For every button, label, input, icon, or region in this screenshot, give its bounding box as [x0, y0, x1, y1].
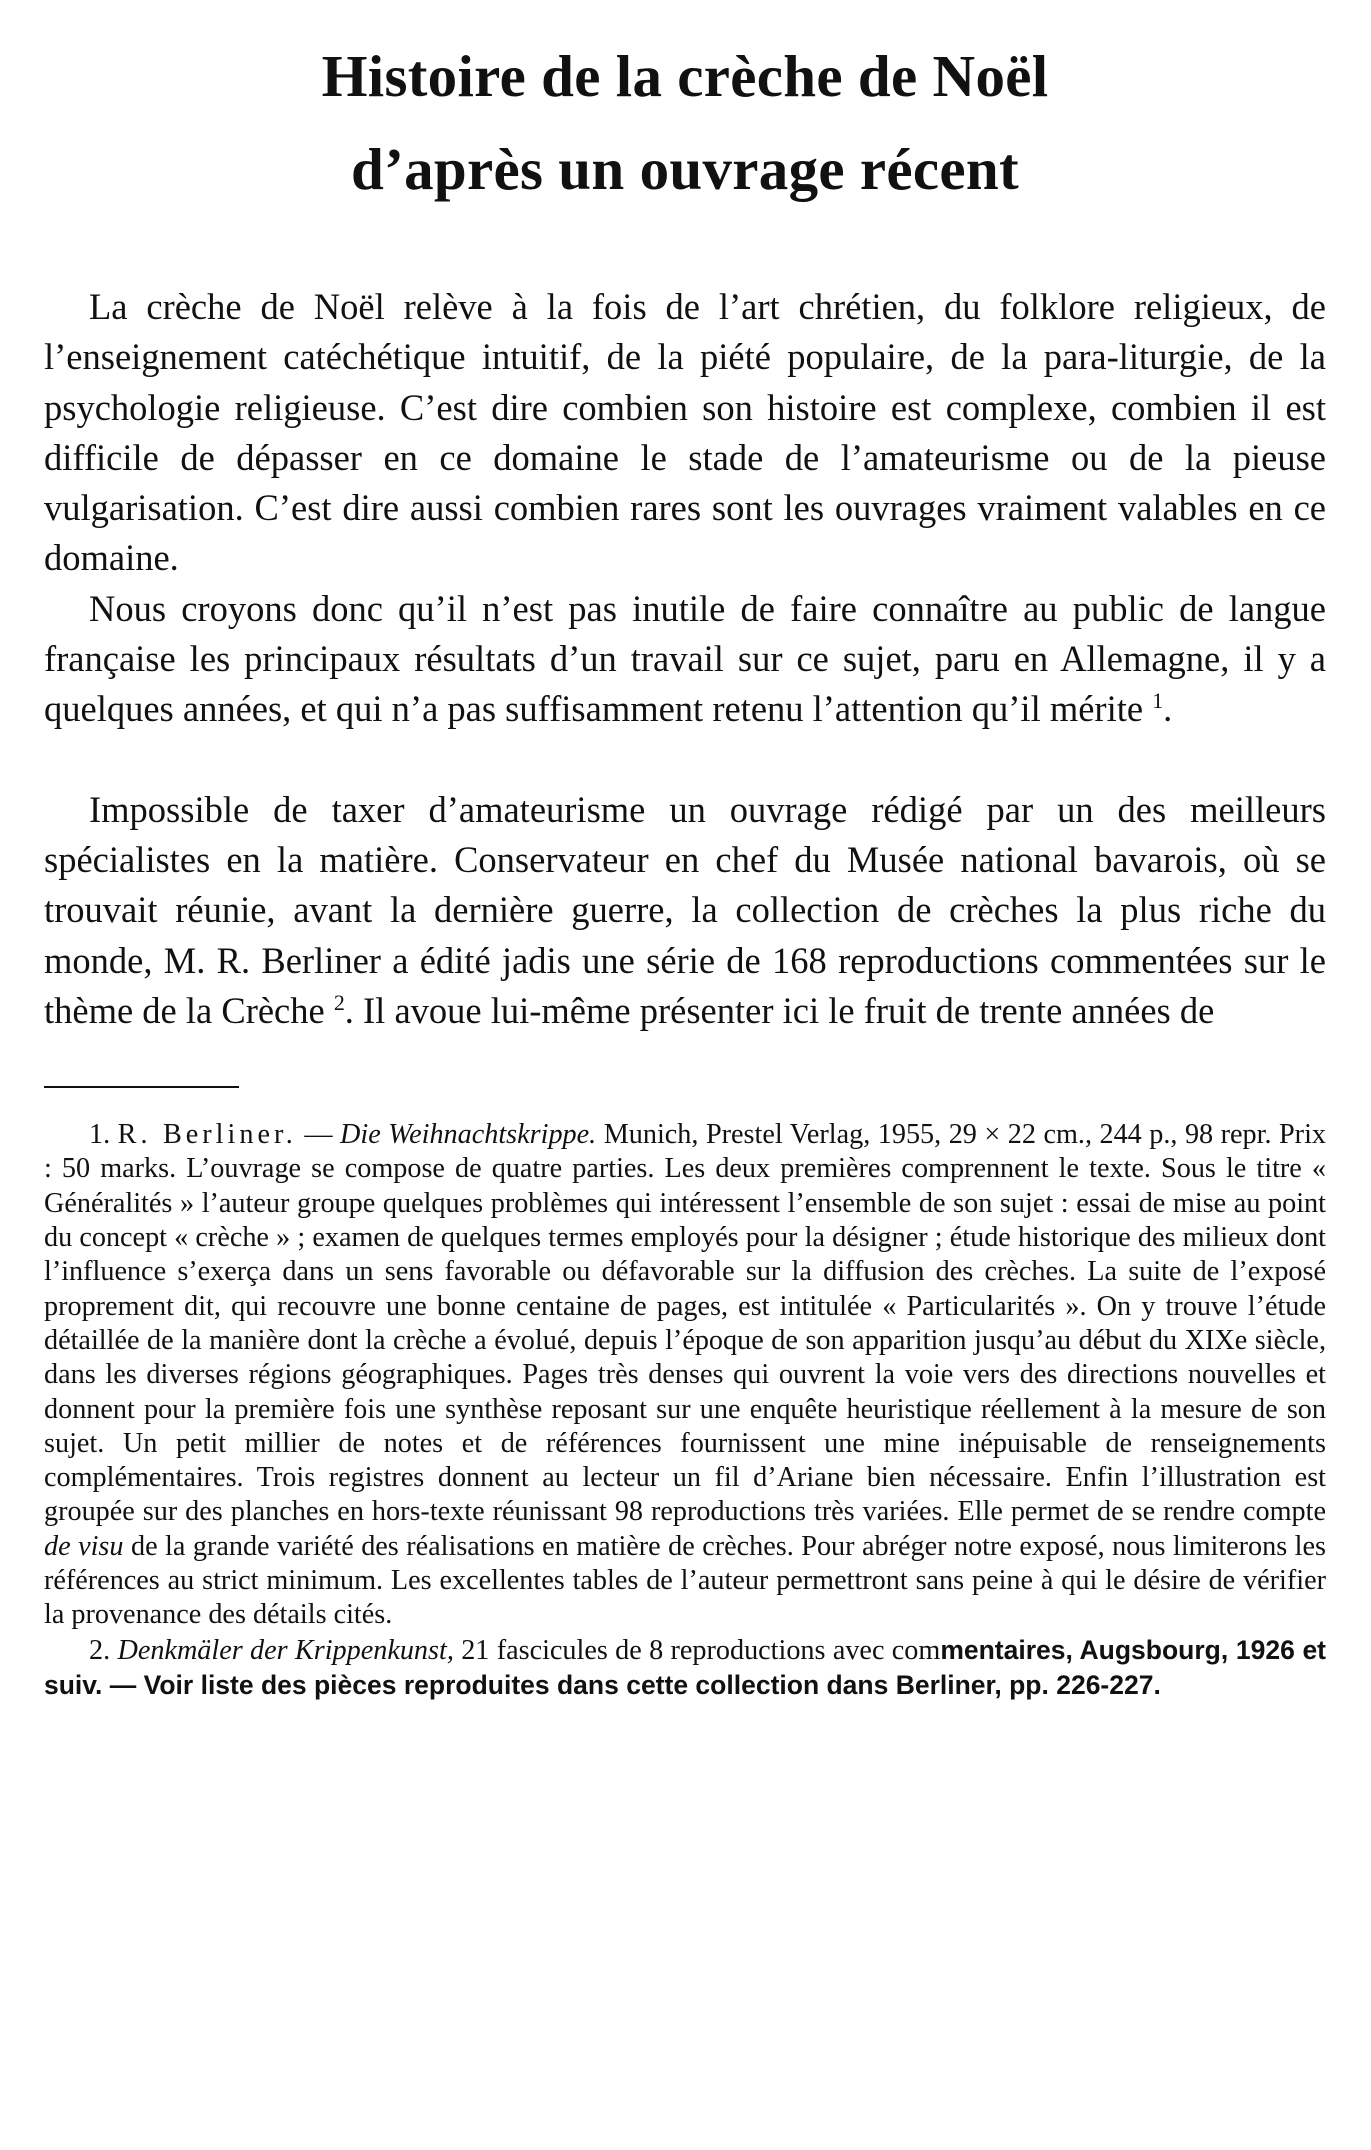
- paragraph-3: [44, 785, 1326, 1036]
- footnote-1-author: R. Berliner.: [117, 1119, 297, 1151]
- footnote-1-dash: —: [296, 1119, 341, 1151]
- footnote-1-number: 1.: [89, 1119, 118, 1151]
- paragraph-2: [44, 584, 1326, 735]
- footnote-ref-2: 2: [333, 989, 345, 1015]
- paragraph-1: La crèche de Noël relève à la fois de l’art chrétien, du folklore religieux, de l’enseignement catéchétique intuitif, de la piété populaire, de la para-liturgie, de la psychologie religieuse. C’est dire combien son histoire est complexe, combien il est difficile de dépasser en ce domaine le stade de l’amateurisme ou de la pieuse vulgarisation. C’est dire aussi combien rares sont les ouvrages vraiment valables en ce domaine.: [44, 286, 1326, 579]
- footnotes: [44, 1118, 1326, 1703]
- paragraph-3-end: . Il avoue lui-même présenter ici le fruit de trente années de: [344, 989, 1215, 1031]
- footnote-ref-1: 1: [1152, 688, 1164, 714]
- footnote-2-text: 21 fascicules de 8 reproductions avec com: [453, 1634, 941, 1666]
- footnote-divider: [44, 1086, 239, 1088]
- footnote-2-bold-text: mentaires, Augsbourg, 1926 et suiv. — Voir liste des pièces reproduites dans cette collection dans Berliner, pp. 226-227.: [44, 1634, 1327, 1700]
- paragraph-3-text: Impossible de taxer d’amateurisme un ouvrage rédigé par un des meilleurs spécialistes en la matière. Conservateur en chef du Musée national bavarois, où se trouvait réunie, avant la dernière guerre, la collection de crèches la plus riche du monde, M. R. Berliner a édité jadis une série de 168 reproductions commentées sur le thème de la Crèche: [44, 788, 1326, 1031]
- page-title: [44, 30, 1326, 216]
- footnote-1-italic: de visu: [44, 1530, 124, 1562]
- footnote-2: [44, 1633, 1326, 1704]
- title-line-1: Histoire de la crèche de Noël: [321, 43, 1049, 109]
- article-body: [44, 282, 1326, 1036]
- page: [44, 30, 1326, 1703]
- footnote-1-book-title: Die Weihnachtskrippe.: [340, 1119, 597, 1151]
- footnote-1-text: Munich, Prestel Verlag, 1955, 29 × 22 cm., 244 p., 98 repr. Prix : 50 marks. L’ouvrage se compose de quatre parties. Les deux premières comprennent le texte. Sous le titre « Généralités » l’auteur groupe quelques problèmes qui intéressent l’ensemble de son sujet : essai de mise au point du concept « crèche » ; examen de quelques termes employés pour la désigner ; étude historique des milieux dont l’influence s’exerça dans un sens favorable ou défavorable sur la diffusion des crèches. La suite de l’exposé proprement dit, qui recouvre une bonne centaine de pages, est intitulée « Particularités ». On y trouve l’étude détaillée de la manière dont la crèche a évolué, depuis l’époque de son apparition jusqu’au début du XIXe siècle, dans les diverses régions géographiques. Pages très denses qui ouvrent la voie vers des directions nouvelles et donnent pour la première fois une synthèse reposant sur une enquête heuristique réellement à la mesure de son sujet. Un petit millier de notes et de références fournissent une mine inépuisable de renseignements complémentaires. Trois registres donnent au lecteur un fil d’Ariane bien nécessaire. Enfin l’illustration est groupée sur des planches en hors-texte réunissant 98 reproductions très variées. Elle permet de se rendre compte: [44, 1119, 1326, 1528]
- footnote-2-book-title: Denkmäler der Krippenkunst,: [117, 1634, 454, 1666]
- footnote-1: [44, 1118, 1326, 1632]
- footnote-2-number: 2.: [89, 1634, 118, 1666]
- title-line-2: d’après un ouvrage récent: [351, 136, 1019, 202]
- footnote-1-text-2: de la grande variété des réalisations en matière de crèches. Pour abréger notre exposé, nous limiterons les références au strict minimum. Les excellentes tables de l’auteur permettront sans peine à qui le désire de vérifier la provenance des détails cités.: [44, 1530, 1326, 1631]
- paragraph-2-text: Nous croyons donc qu’il n’est pas inutile de faire connaître au public de langue française les principaux résultats d’un travail sur ce sujet, paru en Allemagne, il y a quelques années, et qui n’a pas suffisamment retenu l’attention qu’il mérite: [44, 587, 1326, 730]
- paragraph-2-end: .: [1163, 688, 1173, 730]
